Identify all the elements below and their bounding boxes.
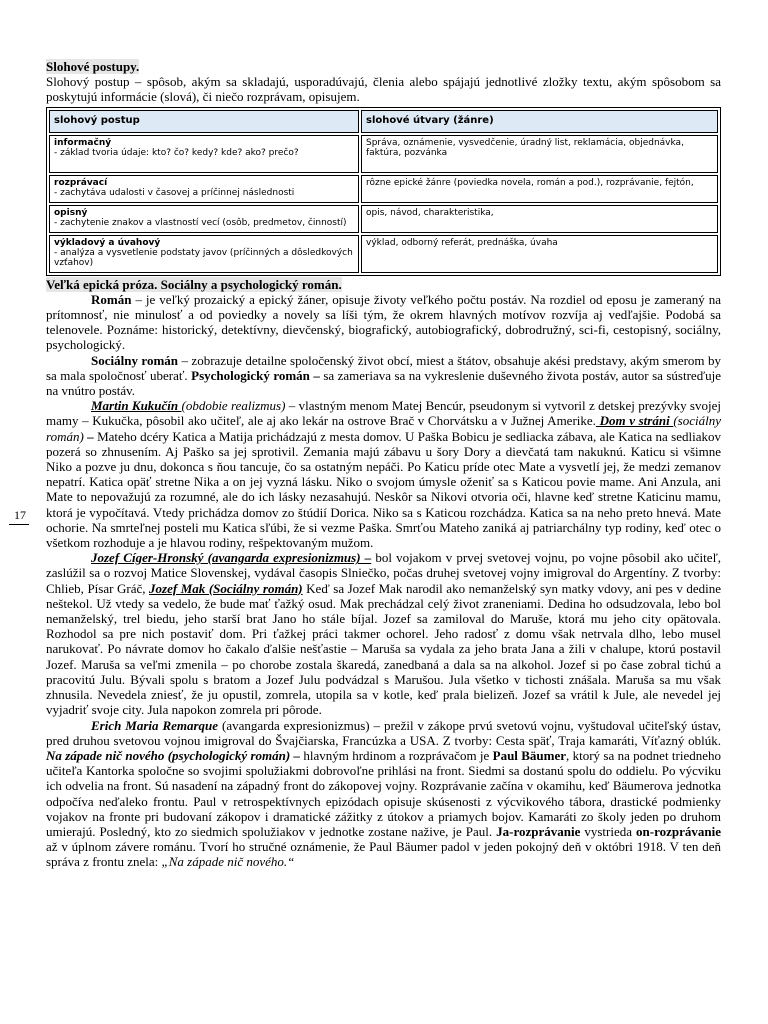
table-cell-style [49,235,359,273]
table-cell-forms: Správa, oznámenie, vysvedčenie, úradný list, reklamácia, objednávka, faktúra, pozvánka [361,135,718,173]
style-name: výkladový a úvahový [54,237,161,248]
quote-na-zapade: „Na západe nič nového.“ [161,854,295,870]
dom-v-strani-plot: Mateho dcéry Katica a Matija prichádzajú z mesta domov. U Paška Bobicu je sedliacka zábava, ale Katica na sedliakov pozerá so zhnusením. Aj Paško sa jej sprotivil. Zemania majú zábavu u šory Dory a dievčatá tam nakuknú. Katicu si všimne Niko a pozve ju dnu, dokonca s ňou tancuje, čo sa ostatným nepáči. Po Katicu príde otec Mate a vysvetlí jej, že medzi zemanov nepatrí. Katica opäť stretne Nika a on jej vyzná lásku. Niko o svojom úmysle oženiť sa s Katicou povie mame. Ani Anzula, ani Mate to nepovažujú za rozumné, ale do ich lásky nezasahujú. Neskôr sa Nikovi otvoria oči, hlavne keď stretne Katicinu mamu, ktorá je vypočítavá. Vtedy prichádza domov zo štúdií Dorica. Niko sa s Katicou rozchádza. Katica sa na neho preto hnevá. Mate ochorie. Na smrteľnej posteli mu Katica sľúbi, že si vezme Paška. Smrťou Mateho zaniká aj patriarchálny typ rodiny, keď otec o všetkom rozhoduje a je hlavou rodiny, rešpektovaným mužom. [46,428,721,551]
heading-writing-styles-text: Slohové postupy. [46,59,140,74]
table-row [49,135,718,173]
na-zapade-text: hlavným hrdinom a rozprávačom je [300,747,493,763]
paragraph-social-novel [46,353,721,399]
heading-novel [46,277,721,292]
intro-paragraph: Slohový postup – spôsob, akým sa skladajú, usporadúvajú, členia alebo spájajú jednotlivé zložky textu, akým spôsobom sa poskytujú informácie (slová), či niečo rozprávam, opisujem. [46,74,721,105]
table-cell-style [49,135,359,173]
paragraph-remarque [46,718,721,870]
remarque-bio: (avangarda expresionizmus) – prežil v zákope prvú svetovú vojnu, vyštudoval učiteľský ústav, pred druhou svetovou vojnou imigroval do Švajčiarska, Francúzka a USA. Z tvorby: Cesta späť, Traja kamaráti, Víťazný oblúk. [46,717,721,748]
style-desc: - zachytáva udalosti v časovej a príčinnej následnosti [54,187,295,198]
table-row [49,175,718,203]
heading-novel-text: Veľká epická próza. Sociálny a psychologický román. [46,276,342,292]
table-cell-forms: výklad, odborný referát, prednáška, úvaha [361,235,718,273]
hronsky-bio: bol vojakom v prvej svetovej vojnu, po vojne pôsobil ako učiteľ, zaslúžil sa o rozvoj Matice Slovenskej, vydával časopis Slniečko, počas druhej svetovej vojny imigroval do Argentíny. Z tvorby: Chlieb, Písar Gráč, [46,550,722,596]
work-dom-v-strani: Dom v stráni [595,413,674,429]
page-number-rule [9,524,29,525]
term-social-novel: Sociálny román [91,352,179,368]
jozef-mak-plot: Keď sa Jozef Mak narodil ako nemanželský syn matky vdovy, ani pes v dedine neštekol. Už vtedy sa vedelo, že bude mať ťažký osud. Mak prechádzal celý život zraneniami. Dedina ho odsudzovala, lebo bol nemanželský, trel biedu, jeho starší brat Jano ho stále bíjal. Jozef sa zamiloval do Maruše, ktorá mu jeho city opätovala. Rozhodol sa pre nich postaviť dom. Pri ťažkej práci takmer ochorel. Jeho radosť z domu však netrvala dlho, lebo musel narukovať. Po návrate domov ho čakalo ďalšie nešťastie – Maruša sa vydala za jeho brata Jana a žili v chalupe, ktorú postavil Jozef. Maruša sa veľmi zmenila – po chorobe zostala škaredá, zanedbaná a dala sa na alkohol. Jozef si po čase zobral tichú a pracovitú Julu. Bývali spolu s bratom a Jozef Julu podvádzal s Marušou. Jula všetko v tichosti znášala. Maruša sa mu však zhnusila. Nevedela zniesť, že ju opustil, zomrela, utopila sa v kotle, keď prala bielizeň. Jozef sa vrátil k Jule, ale nevedel jej vyjadriť svoje city. Jula napokon zomrela pri pôrode. [46,580,722,718]
na-zapade-plot: , ktorý sa na podnet triedneho učiteľa Kantorka spoločne so svojimi spolužiakmi dobrovoľne prihlási na front. Siedmi sa dostanú spolu do oddielu. Po výcviku ich odvelia na front. Sú nasadení na západný front do zákopovej vojny. Rozprávanie začína v okamihu, keď Bäumerova jednotka odpočíva neďaleko frontu. Paul v retrospektívnych epizódach opisuje skúsenosti z výcvikového tábora, drastické podmienky vojakov na fronte pri budovaní zákopov i dramatické zážitky z útokov a priamych bojov. Kamaráti zo školy jeden po druhom umierajú. Posledný, kto zo siedmich spolužiakov v jednotke zostane nažive, je Paul. [46,747,721,839]
style-name: informačný [54,137,112,148]
term-ja-rozpravanie: Ja-rozprávanie [496,823,581,839]
paragraph-hronsky [46,550,721,717]
table-cell-style [49,205,359,233]
dash-dom-v-strani: – [83,428,94,444]
table-header-col1: slohový postup [49,110,359,133]
style-desc: - základ tvoria údaje: kto? čo? kedy? kde? ako? prečo? [54,147,299,158]
author-remarque: Erich Maria Remarque [91,717,219,733]
hero-paul-baumer: Paul Bäumer [492,747,567,763]
style-desc: - zachytenie znakov a vlastností vecí (osôb, predmetov, činností) [54,217,347,228]
na-zapade-text4: vystriedа [580,823,637,839]
author-kukucin: Martin Kukučín [91,398,182,414]
paragraph-roman-text: – je veľký prozaický a epický žáner, opisuje životy veľkého počtu postáv. Na rozdiel od eposu je zameraný na prítomnosť, nie minulosť a od poviedky a novely sa líši tým, že okrem hlavných motívov rozvíja aj vedľajšie. Podobá sa telenovele. Poznáme: historický, detektívny, dievčenský, biografický, autobiografický, dobrodružný, sci-fi, cestopisný, sociálny, psychologický. [46,291,721,353]
heading-writing-styles [46,59,721,74]
style-name: rozprávací [54,177,108,188]
kukucin-bio: – vlastným menom Matej Bencúr, pseudonym si vytvoril z detskej prezývky svojej mamy – Kukučka, pôsobil ako učiteľ, ale aj ako lekár na ostrove Brač v Chorvátsku a v Južnej Amerike. [46,398,721,429]
paragraph-roman [46,292,721,353]
document-body [46,59,721,870]
table-row [49,235,718,273]
social-novel-text: – zobrazuje detailne spoločenský život obcí, miest a štátov, obsahuje akési predstavy, akým smerom by sa mala spoločnosť uberať. [46,352,721,383]
work-jozef-mak: Jozef Mak (Sociálny román) [149,580,303,596]
work-na-zapade: Na západe nič nového (psychologický román) – [46,747,301,763]
term-on-rozpravanie: on-rozprávanie [636,823,721,839]
table-row [49,205,718,233]
table-cell-forms: rôzne epické žánre (poviedka novela, román a pod.), rozprávanie, fejtón, [361,175,718,203]
style-desc: - analýza a vysvetlenie podstaty javov (príčinných a dôsledkových vzťahov) [54,247,353,268]
period-kukucin: (obdobie realizmus) [181,398,286,414]
na-zapade-text5: až v úplnom závere románu. Tvorí ho stručné oznámenie, že Paul Bäumer padol v jeden pokojný deň v októbri 1918. V ten deň správa z frontu znela: [46,839,721,870]
genre-dom-v-strani: (sociálny román) [46,413,721,444]
writing-styles-table [46,107,721,276]
style-name: opisný [54,207,88,218]
table-cell-style [49,175,359,203]
author-hronsky: Jozef Cíger-Hronský (avangarda expresionizmus) – [91,550,372,566]
term-psychological-novel: Psychologický román – [191,367,320,383]
paragraph-kukucin [46,398,721,550]
psychological-novel-text: sa zameriava sa na vykreslenie duševného života postáv, autor sa sústreďuje na vnútro postáv. [46,367,721,399]
page-number: 17 [14,508,26,522]
term-roman: Román [91,291,132,307]
table-header-row [49,110,718,133]
table-cell-forms: opis, návod, charakteristika, [361,205,718,233]
table-header-col2: slohové útvary (žánre) [361,110,718,133]
